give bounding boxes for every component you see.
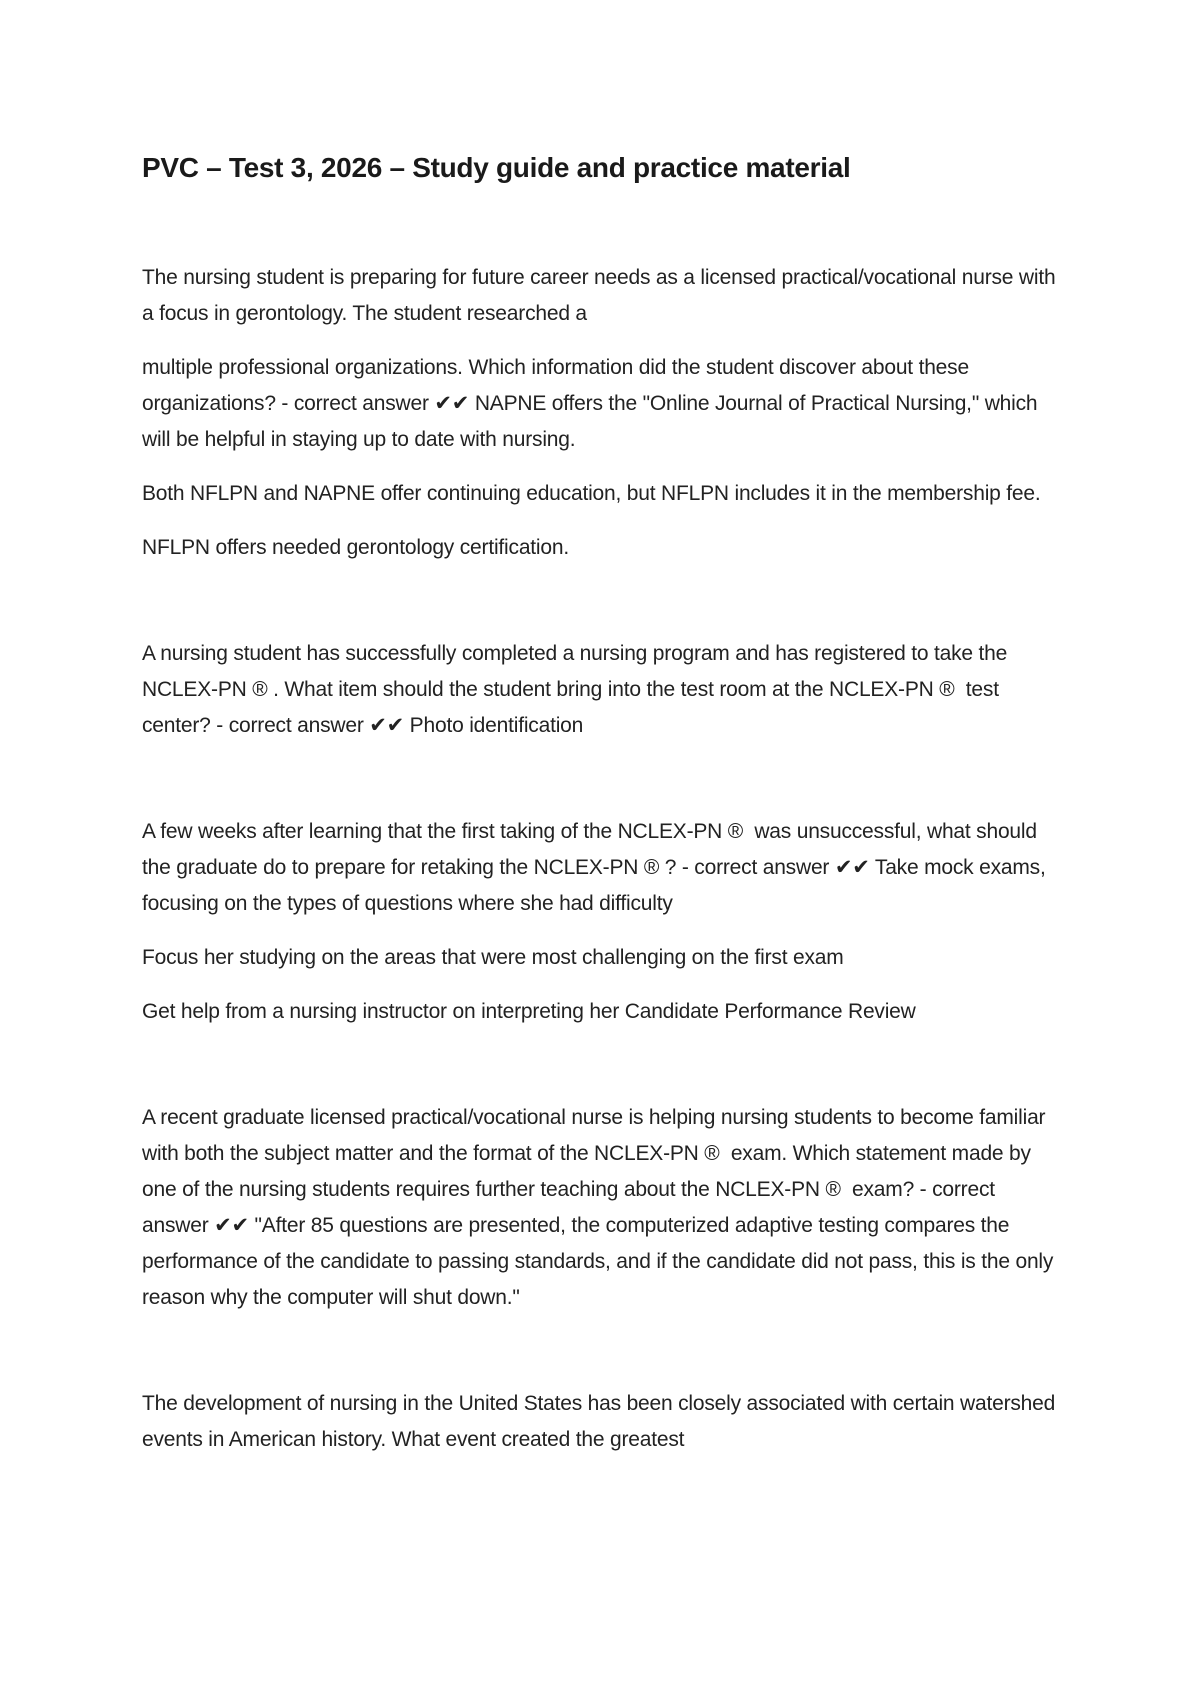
- document-page: [142, 150, 1062, 1528]
- question-block-2: [142, 636, 1062, 744]
- question-text: The nursing student is preparing for future career needs as a licensed practical/vocational nurse with a focus in gerontology. The student researched a: [142, 266, 1062, 325]
- question-block-1: [142, 260, 1062, 566]
- question-text: The development of nursing in the United States has been closely associated with certain watershed events in American history. What event created the greatest: [142, 1392, 1061, 1451]
- question-block-4: [142, 1100, 1062, 1316]
- question-answer-text: multiple professional organizations. Which information did the student discover about these organizations? - correct answer ✔✔ NAPNE offers the "Online Journal of Practical Nursing," which will be helpful in staying up to date with nursing.: [142, 356, 1044, 451]
- question-answer-text: A recent graduate licensed practical/vocational nurse is helping nursing students to become familiar with both the subject matter and the format of the NCLEX-PN ® exam. Which statement made by one of the nursing students requires further teaching about the NCLEX-PN ® exam? - correct answer ✔✔ "After 85 questions are presented, the computerized adaptive testing compares the performance of the candidate to passing standards, and if the candidate did not pass, this is the only reason why the computer will shut down.": [142, 1106, 1059, 1309]
- question-answer-text: A few weeks after learning that the first taking of the NCLEX-PN ® was unsuccessful, what should the graduate do to prepare for retaking the NCLEX-PN ® ? - correct answer ✔✔ Take mock exams, focusing on the types of questions where she had difficulty: [142, 820, 1052, 915]
- question-answer-text: A nursing student has successfully completed a nursing program and has registered to take the NCLEX-PN ® . What item should the student bring into the test room at the NCLEX-PN ® test center? - correct answer ✔✔ Photo identification: [142, 642, 1013, 737]
- question-block-5: [142, 1386, 1062, 1458]
- document-title: PVC – Test 3, 2026 – Study guide and practice material: [142, 152, 851, 183]
- answer-option: Focus her studying on the areas that were most challenging on the first exam: [142, 946, 844, 969]
- question-block-3: [142, 814, 1062, 1030]
- answer-option: Both NFLPN and NAPNE offer continuing education, but NFLPN includes it in the membership fee.: [142, 482, 1041, 505]
- answer-option: NFLPN offers needed gerontology certification.: [142, 536, 569, 559]
- answer-option: Get help from a nursing instructor on interpreting her Candidate Performance Review: [142, 1000, 916, 1023]
